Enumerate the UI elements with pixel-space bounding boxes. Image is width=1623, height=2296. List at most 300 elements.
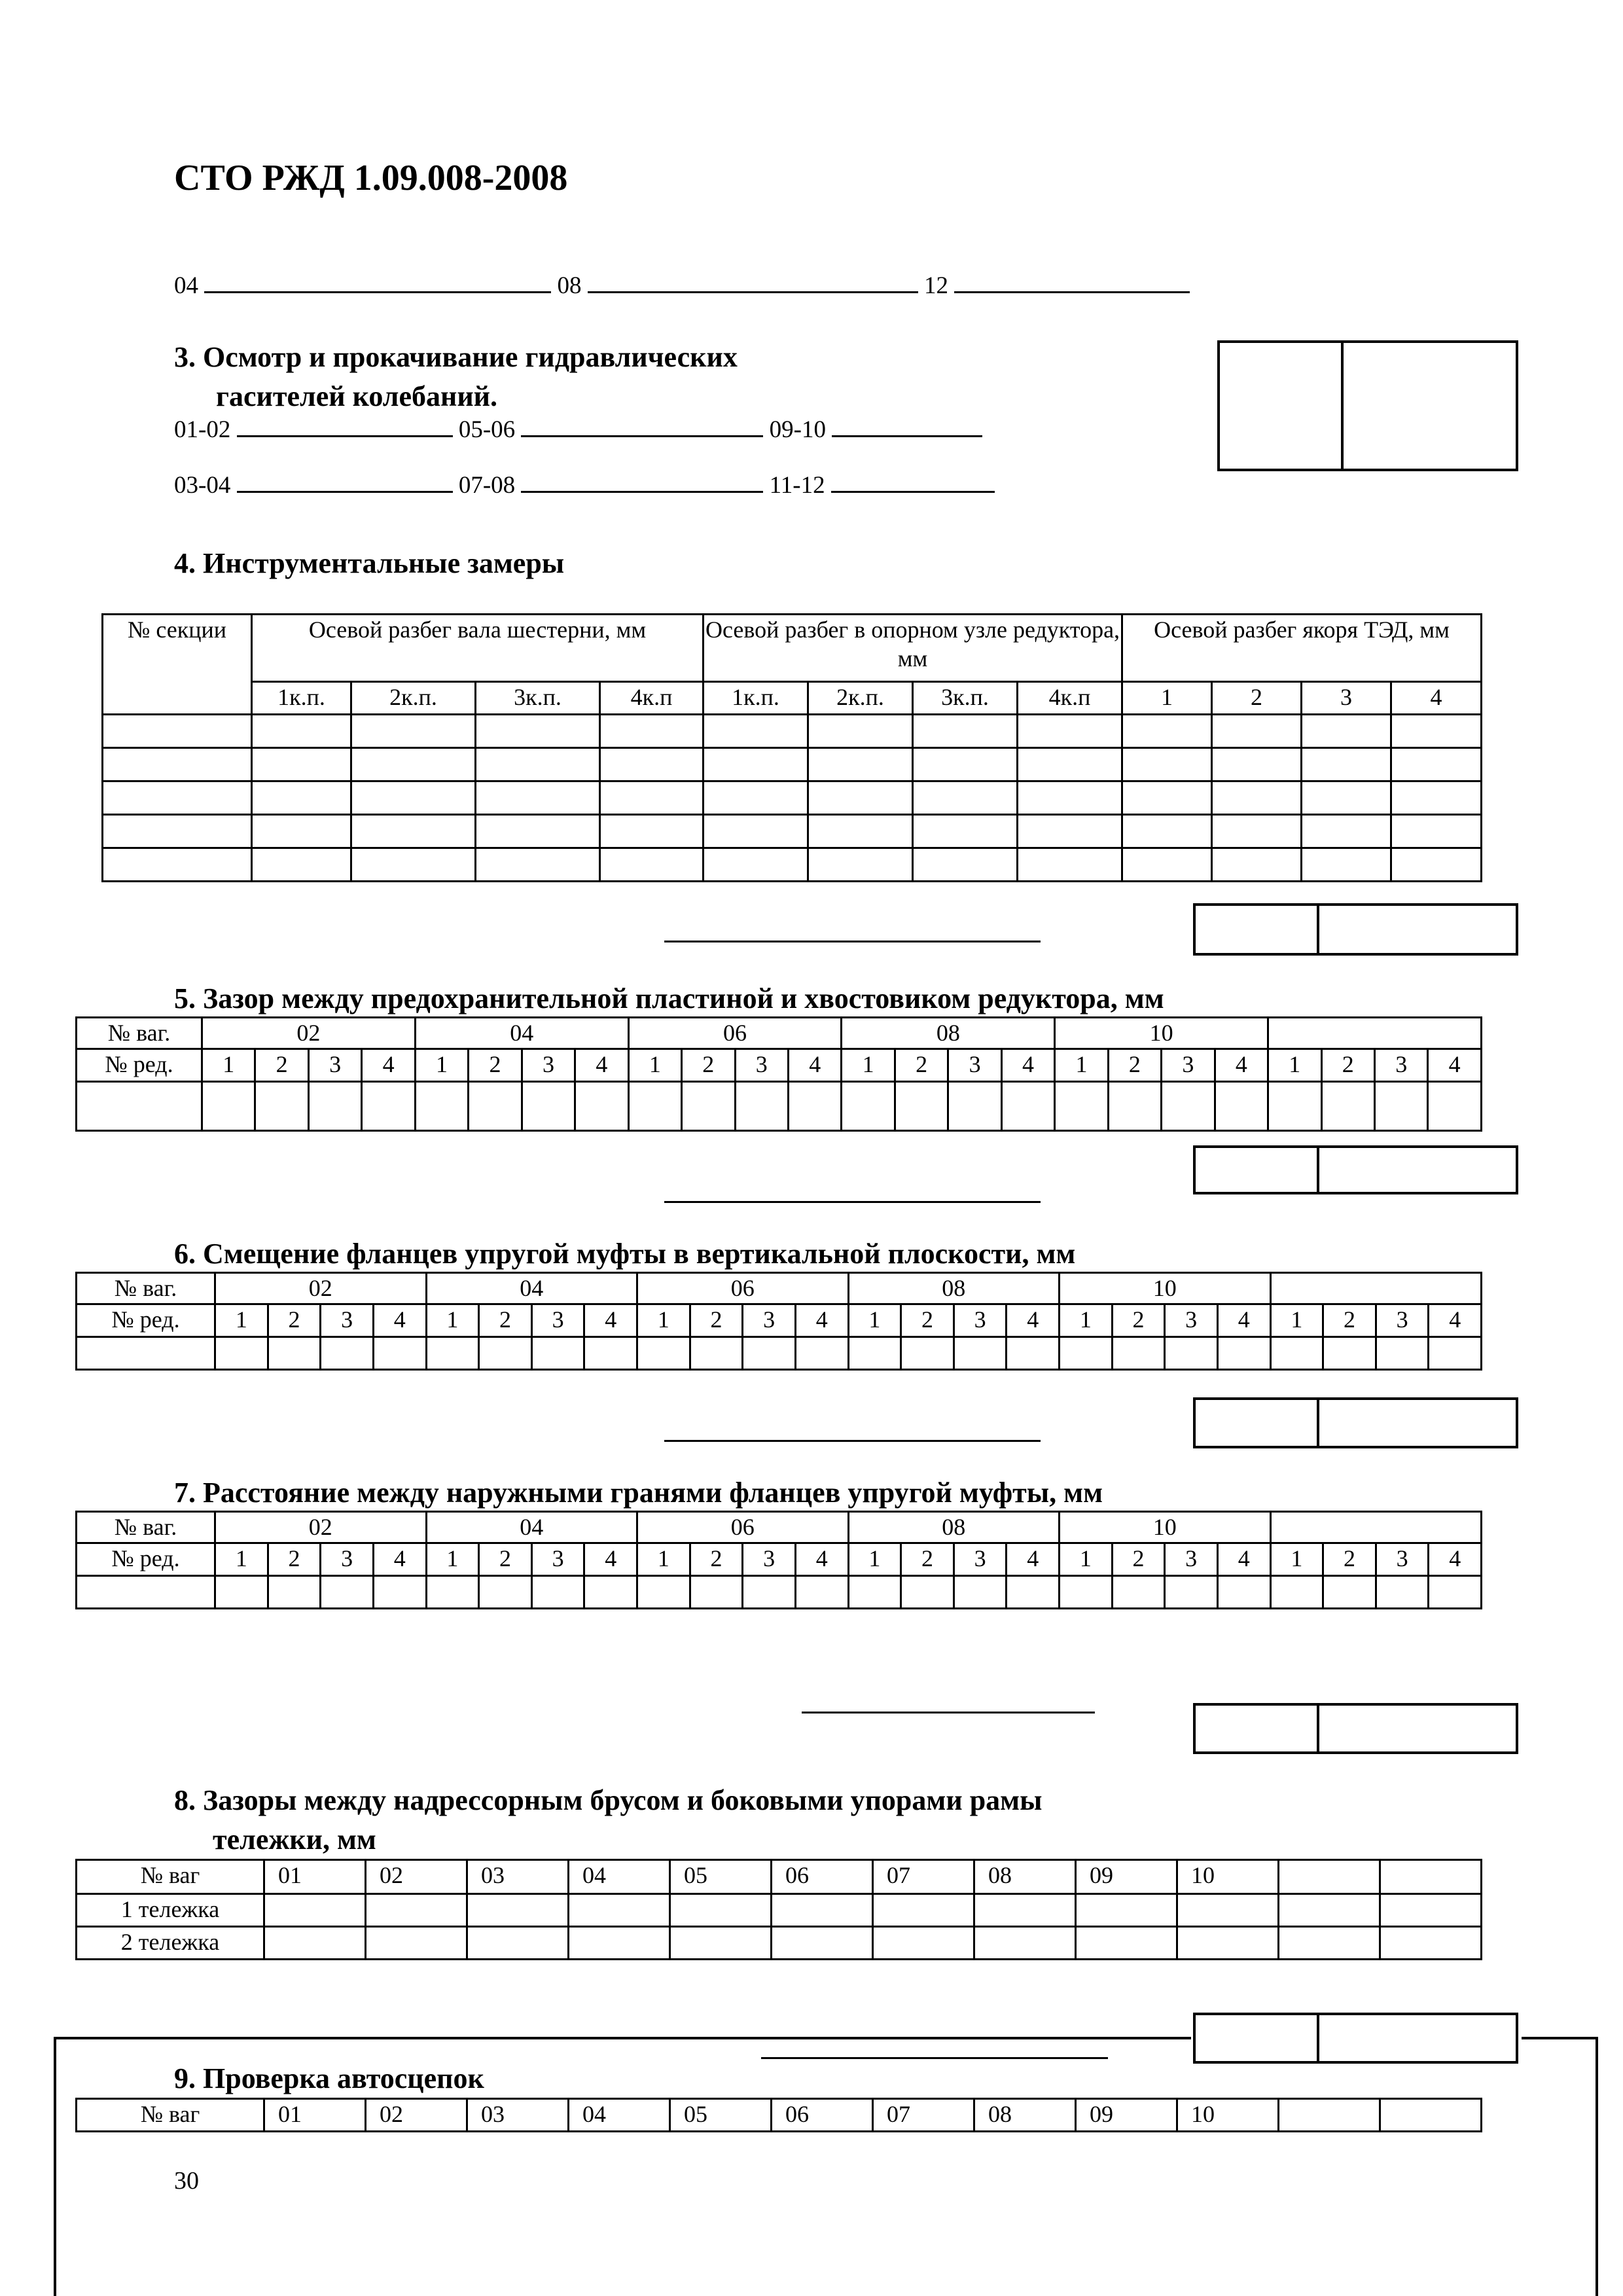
value-cell[interactable] [1165, 1576, 1218, 1609]
measurement-cell[interactable] [476, 815, 600, 848]
blank-03-04[interactable] [237, 471, 453, 493]
value-cell[interactable] [1177, 1894, 1279, 1927]
wagon-number: 09 [1076, 1860, 1177, 1894]
reducer-number: 3 [1165, 1304, 1218, 1337]
reducer-number: 2 [469, 1049, 522, 1082]
value-cell[interactable] [1380, 1894, 1482, 1927]
sub-header: 1к.п. [252, 682, 351, 715]
value-cell[interactable] [1323, 1576, 1376, 1609]
value-cell[interactable] [426, 1576, 479, 1609]
measurement-cell[interactable] [103, 848, 252, 882]
value-cell[interactable] [1112, 1576, 1165, 1609]
label-09-10: 09-10 [769, 416, 826, 443]
group-reducer-bearing: Осевой разбег в опорном узле редуктора, мм [704, 615, 1122, 682]
reducer-number: 4 [795, 1304, 848, 1337]
value-cell[interactable] [531, 1576, 584, 1609]
measurement-cell[interactable] [351, 748, 476, 781]
value-cell[interactable] [321, 1337, 374, 1370]
value-cell[interactable] [1177, 1927, 1279, 1960]
value-cell[interactable] [255, 1082, 308, 1131]
measurement-cell[interactable] [476, 781, 600, 815]
blank-07-08[interactable] [521, 471, 763, 493]
value-cell[interactable] [1001, 1082, 1054, 1131]
measurement-cell[interactable] [252, 848, 351, 882]
measurement-cell[interactable] [808, 715, 913, 748]
wagon-number: 06 [772, 1860, 873, 1894]
value-cell[interactable] [637, 1576, 690, 1609]
reducer-number: 2 [1112, 1304, 1165, 1337]
value-cell[interactable] [569, 1894, 670, 1927]
value-cell[interactable] [1428, 1082, 1481, 1131]
blank-01-02[interactable] [237, 416, 453, 437]
section3-title-line1: 3. Осмотр и прокачивание гидравлических [174, 341, 738, 373]
measurement-cell[interactable] [1212, 815, 1302, 848]
section8-title-line1: 8. Зазоры между надрессорным брусом и боковыми упорами рамы [174, 1784, 1043, 1816]
value-cell[interactable] [948, 1082, 1001, 1131]
section7-title: 7. Расстояние между наружными гранями фланцев упругой муфты, мм [174, 1477, 1103, 1509]
measurement-cell[interactable] [808, 748, 913, 781]
value-cell[interactable] [479, 1337, 532, 1370]
value-cell[interactable] [1270, 1337, 1323, 1370]
reducer-number: 1 [215, 1304, 268, 1337]
measurement-cell[interactable] [351, 815, 476, 848]
value-cell[interactable] [1055, 1082, 1108, 1131]
value-cell[interactable] [1076, 1894, 1177, 1927]
label-11-12: 11-12 [769, 472, 825, 499]
wagon-number: 06 [637, 1273, 849, 1304]
reducer-number: 1 [1055, 1049, 1108, 1082]
value-cell[interactable] [1060, 1337, 1113, 1370]
reducer-number: 1 [1060, 1304, 1113, 1337]
value-cell[interactable] [735, 1082, 788, 1131]
reducer-number: 4 [373, 1543, 426, 1576]
wagon-number: 10 [1177, 1860, 1279, 1894]
value-cell[interactable] [584, 1337, 637, 1370]
value-cell[interactable] [469, 1082, 522, 1131]
sub-header: 1к.п. [704, 682, 808, 715]
reducer-number: 1 [637, 1543, 690, 1576]
reducer-number: 2 [690, 1304, 743, 1337]
reducer-number: 1 [426, 1543, 479, 1576]
value-cell[interactable] [1165, 1337, 1218, 1370]
value-cell[interactable] [1323, 1337, 1376, 1370]
wagon-number: 08 [842, 1018, 1055, 1049]
value-cell[interactable] [690, 1337, 743, 1370]
measurement-cell[interactable] [351, 715, 476, 748]
measurement-cell[interactable] [1212, 781, 1302, 815]
measurement-cell[interactable] [252, 748, 351, 781]
wagon-number: 05 [670, 1860, 772, 1894]
wagon-number [1268, 1018, 1482, 1049]
measurement-cell[interactable] [913, 715, 1018, 748]
line-04 [174, 272, 1190, 300]
sub-header: 1 [1122, 682, 1212, 715]
measurement-cell[interactable] [1391, 748, 1482, 781]
line-label-08: 08 [557, 272, 582, 299]
value-cell[interactable] [1112, 1337, 1165, 1370]
value-cell[interactable] [569, 1927, 670, 1960]
value-cell[interactable] [974, 1894, 1076, 1927]
value-cell[interactable] [1007, 1576, 1060, 1609]
value-cell[interactable] [1162, 1082, 1215, 1131]
value-cell[interactable] [268, 1576, 321, 1609]
reducer-row-label: № ред. [77, 1543, 215, 1576]
reducer-number: 2 [1323, 1304, 1376, 1337]
sub-header: 3к.п. [913, 682, 1018, 715]
blank-04[interactable] [204, 272, 551, 293]
measurement-cell[interactable] [704, 848, 808, 882]
reducer-number: 4 [373, 1304, 426, 1337]
measurement-cell[interactable] [913, 815, 1018, 848]
section9-signature-box[interactable] [1193, 2013, 1518, 2064]
section9-title: 9. Проверка автосцепок [174, 2062, 484, 2094]
value-cell[interactable] [584, 1576, 637, 1609]
value-cell[interactable] [1060, 1576, 1113, 1609]
section3-row1 [174, 416, 982, 444]
section6-table [75, 1272, 1482, 1371]
value-cell[interactable] [1217, 1337, 1270, 1370]
measurement-cell[interactable] [1122, 848, 1212, 882]
value-cell[interactable] [77, 1337, 215, 1370]
value-cell[interactable] [77, 1082, 202, 1131]
measurements-body [103, 715, 1482, 882]
value-cell[interactable] [215, 1576, 268, 1609]
measurement-cell[interactable] [103, 715, 252, 748]
value-cell[interactable] [1268, 1082, 1321, 1131]
measurement-cell[interactable] [913, 748, 1018, 781]
section5-signature-box[interactable] [1193, 1145, 1518, 1194]
value-cell[interactable] [901, 1576, 954, 1609]
sub-header: 4 [1391, 682, 1482, 715]
value-cell[interactable] [743, 1576, 796, 1609]
value-cell[interactable] [690, 1576, 743, 1609]
value-cell[interactable] [873, 1927, 974, 1960]
wagon-number: 01 [264, 1860, 366, 1894]
value-cell[interactable] [974, 1927, 1076, 1960]
reducer-number: 4 [1215, 1049, 1268, 1082]
wagon-number: 01 [264, 2099, 366, 2132]
value-cell[interactable] [373, 1337, 426, 1370]
reducer-number: 1 [202, 1049, 255, 1082]
measurement-cell[interactable] [1391, 815, 1482, 848]
reducer-number: 3 [531, 1543, 584, 1576]
wagon-number: 07 [873, 1860, 974, 1894]
section7-signature-box[interactable] [1193, 1703, 1518, 1754]
value-cell[interactable] [895, 1082, 948, 1131]
wagon-number: 09 [1076, 2099, 1177, 2132]
measurement-cell[interactable] [1302, 848, 1391, 882]
measurement-cell[interactable] [704, 715, 808, 748]
reducer-number: 3 [1376, 1304, 1429, 1337]
wagon-number: 03 [467, 2099, 569, 2132]
value-cell[interactable] [522, 1082, 575, 1131]
section4-signature-line[interactable] [664, 941, 1041, 942]
reducer-number: 4 [584, 1543, 637, 1576]
reducer-number: 1 [1060, 1543, 1113, 1576]
value-cell[interactable] [1380, 1927, 1482, 1960]
reducer-number: 4 [1428, 1049, 1481, 1082]
measurement-cell[interactable] [1212, 748, 1302, 781]
reducer-number: 4 [362, 1049, 415, 1082]
measurement-cell[interactable] [476, 748, 600, 781]
blank-08[interactable] [588, 272, 918, 293]
measurement-cell[interactable] [476, 715, 600, 748]
reducer-number: 2 [1321, 1049, 1374, 1082]
reducer-number: 4 [575, 1049, 628, 1082]
wagon-row-label: № ваг. [77, 1273, 215, 1304]
reducer-number: 1 [628, 1049, 681, 1082]
value-cell[interactable] [637, 1337, 690, 1370]
measurements-table [101, 613, 1482, 882]
blank-09-10[interactable] [832, 416, 982, 437]
value-cell[interactable] [268, 1337, 321, 1370]
value-cell[interactable] [308, 1082, 361, 1131]
measurement-cell[interactable] [1018, 848, 1122, 882]
section6-title: 6. Смещение фланцев упругой муфты в вертикальной плоскости, мм [174, 1238, 1076, 1270]
wagon-number [1380, 2099, 1482, 2132]
reducer-number: 3 [735, 1049, 788, 1082]
reducer-number: 2 [1112, 1543, 1165, 1576]
wagon-number: 04 [426, 1512, 637, 1543]
measurement-cell[interactable] [1122, 748, 1212, 781]
measurement-cell[interactable] [600, 715, 704, 748]
value-cell[interactable] [1321, 1082, 1374, 1131]
section5-signature-line[interactable] [664, 1201, 1041, 1203]
value-cell[interactable] [1279, 1894, 1380, 1927]
wagon-number: 04 [426, 1273, 637, 1304]
measurement-cell[interactable] [1018, 748, 1122, 781]
sub-header: 2 [1212, 682, 1302, 715]
measurement-cell[interactable] [913, 848, 1018, 882]
measurement-cell[interactable] [808, 781, 913, 815]
measurement-cell[interactable] [600, 815, 704, 848]
section4-signature-box[interactable] [1193, 903, 1518, 956]
measurement-cell[interactable] [351, 848, 476, 882]
measurement-cell[interactable] [1018, 815, 1122, 848]
value-cell[interactable] [362, 1082, 415, 1131]
value-cell[interactable] [628, 1082, 681, 1131]
reducer-number: 3 [1376, 1543, 1429, 1576]
document-code: СТО РЖД 1.09.008-2008 [174, 158, 568, 198]
reducer-number: 4 [1001, 1049, 1054, 1082]
value-cell[interactable] [670, 1927, 772, 1960]
bogie-row-label: 2 тележка [77, 1927, 264, 1960]
value-cell[interactable] [1374, 1082, 1427, 1131]
value-cell[interactable] [873, 1894, 974, 1927]
measurement-cell[interactable] [704, 815, 808, 848]
line-label-04: 04 [174, 272, 198, 299]
reducer-number: 4 [1217, 1304, 1270, 1337]
wagon-number: 08 [848, 1273, 1060, 1304]
value-cell[interactable] [772, 1927, 873, 1960]
group-motor-anchor: Осевой разбег якоря ТЭД, мм [1122, 615, 1482, 682]
value-cell[interactable] [1429, 1576, 1482, 1609]
value-cell[interactable] [901, 1337, 954, 1370]
blank-05-06[interactable] [521, 416, 763, 437]
wagon-number: 10 [1055, 1018, 1268, 1049]
measurement-cell[interactable] [252, 781, 351, 815]
value-cell[interactable] [531, 1337, 584, 1370]
wagon-row-label: № ваг. [77, 1018, 202, 1049]
section6-signature-box[interactable] [1193, 1397, 1518, 1448]
measurement-cell[interactable] [103, 748, 252, 781]
measurement-cell[interactable] [1122, 715, 1212, 748]
wagon-number: 06 [772, 2099, 873, 2132]
measurement-cell[interactable] [252, 815, 351, 848]
reducer-number: 3 [1162, 1049, 1215, 1082]
reducer-number: 2 [901, 1543, 954, 1576]
measurement-cell[interactable] [600, 748, 704, 781]
value-cell[interactable] [321, 1576, 374, 1609]
wagon-number: 08 [848, 1512, 1060, 1543]
section9-signature-line[interactable] [761, 2057, 1108, 2059]
measurement-cell[interactable] [1302, 781, 1391, 815]
sub-header: 3 [1302, 682, 1391, 715]
value-cell[interactable] [1279, 1927, 1380, 1960]
value-cell[interactable] [743, 1337, 796, 1370]
wagon-number: 02 [202, 1018, 416, 1049]
reducer-number: 4 [584, 1304, 637, 1337]
wagon-number: 06 [628, 1018, 842, 1049]
value-cell[interactable] [848, 1337, 901, 1370]
reducer-number: 2 [682, 1049, 735, 1082]
value-cell[interactable] [842, 1082, 895, 1131]
measurement-cell[interactable] [1302, 815, 1391, 848]
value-cell[interactable] [575, 1082, 628, 1131]
measurement-cell[interactable] [476, 848, 600, 882]
measurement-cell[interactable] [1018, 781, 1122, 815]
value-cell[interactable] [1076, 1927, 1177, 1960]
reducer-number: 3 [1165, 1543, 1218, 1576]
section7-signature-line[interactable] [802, 1712, 1095, 1713]
measurement-cell[interactable] [913, 781, 1018, 815]
section6-signature-line[interactable] [664, 1440, 1041, 1442]
value-cell[interactable] [848, 1576, 901, 1609]
value-cell[interactable] [788, 1082, 841, 1131]
measurement-cell[interactable] [1391, 781, 1482, 815]
label-07-08: 07-08 [458, 472, 516, 499]
measurement-cell[interactable] [1391, 715, 1482, 748]
reducer-number: 1 [1270, 1304, 1323, 1337]
reducer-number: 3 [531, 1304, 584, 1337]
measurement-cell[interactable] [103, 815, 252, 848]
reducer-number: 1 [426, 1304, 479, 1337]
reducer-number: 3 [321, 1304, 374, 1337]
wagon-number: 02 [366, 1860, 467, 1894]
section7-table [75, 1511, 1482, 1609]
measurement-cell[interactable] [1212, 715, 1302, 748]
measurement-cell[interactable] [1302, 748, 1391, 781]
measurement-cell[interactable] [1302, 715, 1391, 748]
line-label-12: 12 [924, 272, 948, 299]
measurement-cell[interactable] [1122, 815, 1212, 848]
reducer-number: 3 [954, 1543, 1007, 1576]
value-cell[interactable] [682, 1082, 735, 1131]
measurement-cell[interactable] [808, 815, 913, 848]
value-cell[interactable] [479, 1576, 532, 1609]
value-cell[interactable] [1429, 1337, 1482, 1370]
value-cell[interactable] [77, 1576, 215, 1609]
reducer-number: 3 [1374, 1049, 1427, 1082]
value-cell[interactable] [670, 1894, 772, 1927]
measurement-cell[interactable] [351, 781, 476, 815]
reducer-number: 4 [1429, 1304, 1482, 1337]
value-cell[interactable] [215, 1337, 268, 1370]
value-cell[interactable] [954, 1576, 1007, 1609]
value-cell[interactable] [264, 1894, 366, 1927]
value-cell[interactable] [366, 1927, 467, 1960]
value-cell[interactable] [467, 1927, 569, 1960]
value-cell[interactable] [415, 1082, 468, 1131]
reducer-number: 2 [268, 1543, 321, 1576]
value-cell[interactable] [1215, 1082, 1268, 1131]
section3-row2 [174, 471, 995, 499]
sub-header: 2к.п. [351, 682, 476, 715]
measurement-cell[interactable] [704, 748, 808, 781]
measurement-cell[interactable] [103, 781, 252, 815]
value-cell[interactable] [795, 1337, 848, 1370]
group-gear-shaft: Осевой разбег вала шестерни, мм [252, 615, 704, 682]
label-03-04: 03-04 [174, 472, 231, 499]
reducer-number: 3 [743, 1543, 796, 1576]
measurement-cell[interactable] [704, 781, 808, 815]
label-01-02: 01-02 [174, 416, 231, 443]
value-cell[interactable] [772, 1894, 873, 1927]
value-cell[interactable] [1376, 1576, 1429, 1609]
measurement-cell[interactable] [808, 848, 913, 882]
value-cell[interactable] [426, 1337, 479, 1370]
value-cell[interactable] [467, 1894, 569, 1927]
reducer-number: 2 [268, 1304, 321, 1337]
reducer-number: 4 [1007, 1304, 1060, 1337]
reducer-number: 3 [948, 1049, 1001, 1082]
value-cell[interactable] [202, 1082, 255, 1131]
value-cell[interactable] [1270, 1576, 1323, 1609]
blank-12[interactable] [954, 272, 1190, 293]
reducer-number: 3 [321, 1543, 374, 1576]
measurement-cell[interactable] [1018, 715, 1122, 748]
value-cell[interactable] [954, 1337, 1007, 1370]
value-cell[interactable] [1007, 1337, 1060, 1370]
sub-header: 4к.п [600, 682, 704, 715]
value-cell[interactable] [1217, 1576, 1270, 1609]
reducer-number: 2 [1108, 1049, 1161, 1082]
measurement-cell[interactable] [600, 848, 704, 882]
value-cell[interactable] [795, 1576, 848, 1609]
wagon-number [1270, 1512, 1482, 1543]
reducer-number: 4 [1217, 1543, 1270, 1576]
value-cell[interactable] [373, 1576, 426, 1609]
measurement-cell[interactable] [1391, 848, 1482, 882]
value-cell[interactable] [264, 1927, 366, 1960]
value-cell[interactable] [1108, 1082, 1161, 1131]
measurement-cell[interactable] [252, 715, 351, 748]
reducer-number: 3 [954, 1304, 1007, 1337]
reducer-number: 2 [690, 1543, 743, 1576]
wagon-number: 03 [467, 1860, 569, 1894]
section4-title: 4. Инструментальные замеры [174, 547, 565, 579]
reducer-number: 1 [848, 1304, 901, 1337]
section3-signature-box[interactable] [1217, 340, 1518, 471]
value-cell[interactable] [1376, 1337, 1429, 1370]
measurement-cell[interactable] [600, 781, 704, 815]
section5-table [75, 1016, 1482, 1132]
measurement-cell[interactable] [1122, 781, 1212, 815]
sub-header: 4к.п [1018, 682, 1122, 715]
blank-11-12[interactable] [831, 471, 995, 493]
measurement-cell[interactable] [1212, 848, 1302, 882]
value-cell[interactable] [366, 1894, 467, 1927]
